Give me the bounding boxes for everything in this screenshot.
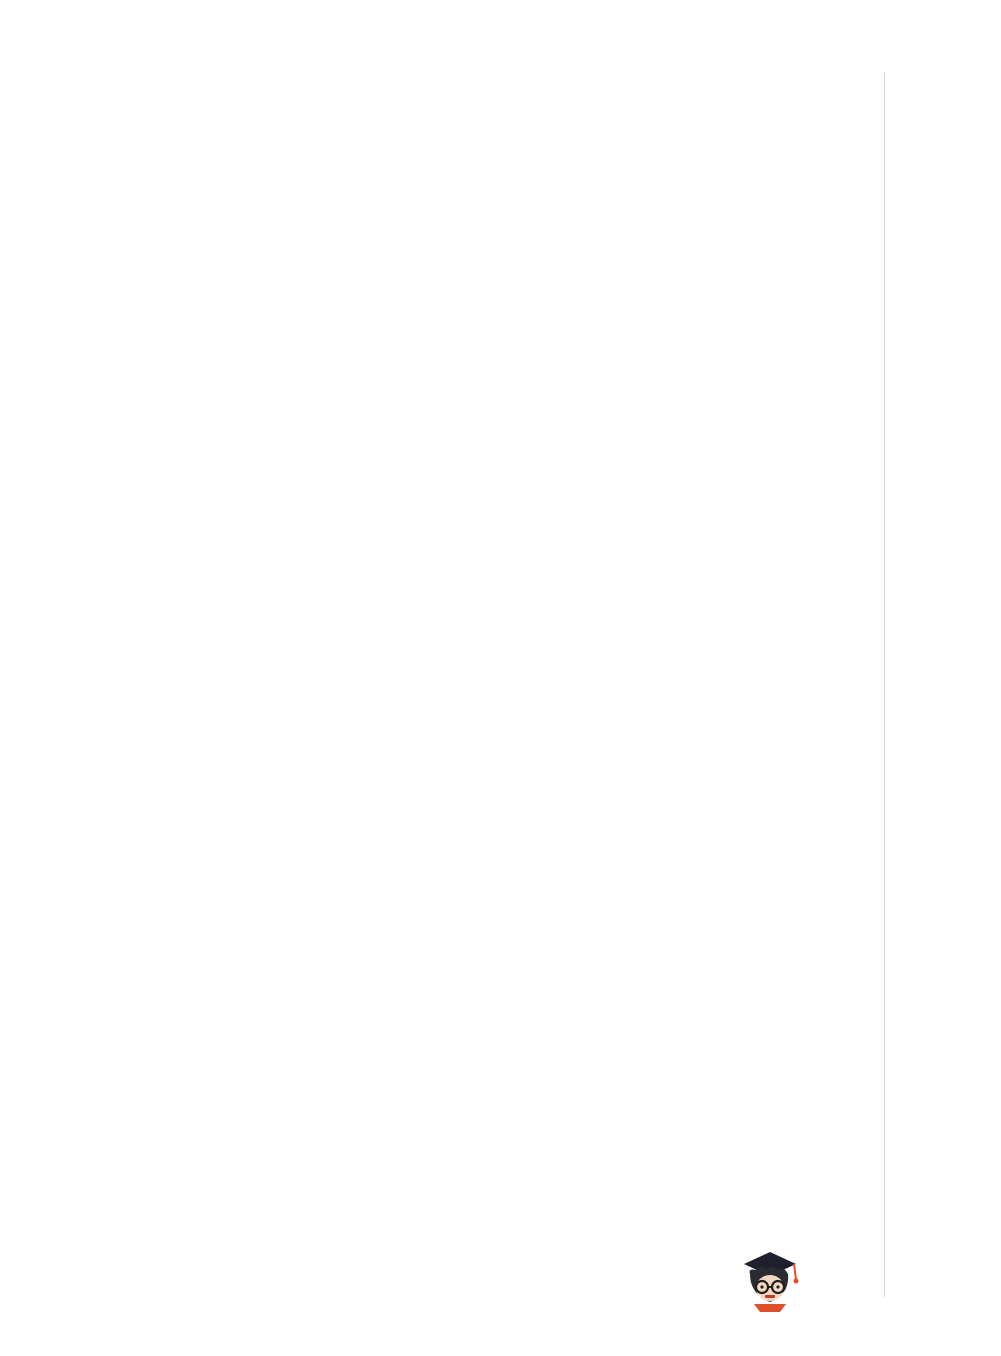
collegedunia-logo[interactable] — [740, 1250, 970, 1320]
graduate-mascot-icon — [740, 1250, 804, 1312]
question-paper — [125, 73, 875, 96]
page-border-line — [884, 72, 885, 1297]
